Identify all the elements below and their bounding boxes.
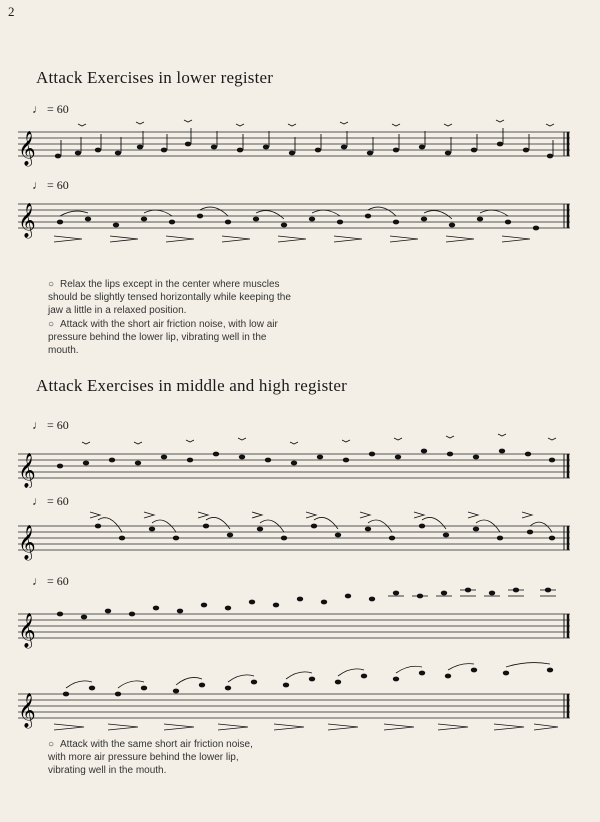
page-number: 2 xyxy=(8,4,15,19)
note-item: ○ Attack with the same short air friction noise, with more air pressure behind the lower lip, vibrating well in the mouth. xyxy=(48,739,253,776)
section-title-high: Attack Exercises in middle and high register xyxy=(36,376,347,395)
staff-lines xyxy=(18,526,570,550)
tempo-marking: ♩ = 60 xyxy=(32,178,69,192)
treble-clef-icon: 𝄞 xyxy=(18,453,36,488)
bullet-icon: ○ xyxy=(48,739,55,750)
accent-marks xyxy=(78,120,554,126)
accent-marks xyxy=(82,434,556,444)
treble-clef-icon: 𝄞 xyxy=(18,131,36,166)
music-staff-4 xyxy=(18,508,574,568)
decrescendo-hairpins xyxy=(54,236,530,242)
music-staff-1 xyxy=(18,118,574,170)
bullet-icon: ○ xyxy=(48,279,55,290)
notes-high xyxy=(48,738,268,777)
tempo-marking: ♩ = 60 xyxy=(32,574,69,588)
note-item: ○ Attack with the short air friction noise, with low air pressure behind the lower lip, vibrating well in the mouth. xyxy=(48,319,278,356)
music-staff-5 xyxy=(18,584,574,650)
note-group xyxy=(57,588,551,620)
tempo-marking: ♩ = 60 xyxy=(32,102,69,116)
bullet-icon: ○ xyxy=(48,319,55,330)
treble-clef-icon: 𝄞 xyxy=(18,693,36,728)
slurs xyxy=(66,663,550,688)
ledger-lines xyxy=(388,590,556,596)
staff-lines xyxy=(18,454,570,478)
treble-clef-icon: 𝄞 xyxy=(18,525,36,560)
slurs xyxy=(60,207,508,219)
slurs xyxy=(98,517,552,532)
staff-lines xyxy=(18,694,570,718)
tempo-marking: ♩ = 60 xyxy=(32,418,69,432)
section-title-lower: Attack Exercises in lower register xyxy=(36,68,274,87)
music-staff-2 xyxy=(18,192,574,248)
staff-lines xyxy=(18,614,570,638)
accent-marks xyxy=(90,512,532,518)
note-item: ○ Relax the lips except in the center where muscles should be slightly tensed horizontally while keeping the jaw a little in a relaxed position. xyxy=(48,279,291,316)
tempo-marking: ♩ = 60 xyxy=(32,494,69,508)
staff-lines xyxy=(18,204,570,228)
notes-lower xyxy=(48,278,298,357)
music-staff-3 xyxy=(18,432,574,488)
music-staff-6 xyxy=(18,660,574,736)
note-group xyxy=(57,449,555,469)
decrescendo-hairpins xyxy=(54,724,558,730)
treble-clef-icon: 𝄞 xyxy=(18,203,36,238)
treble-clef-icon: 𝄞 xyxy=(18,613,36,648)
